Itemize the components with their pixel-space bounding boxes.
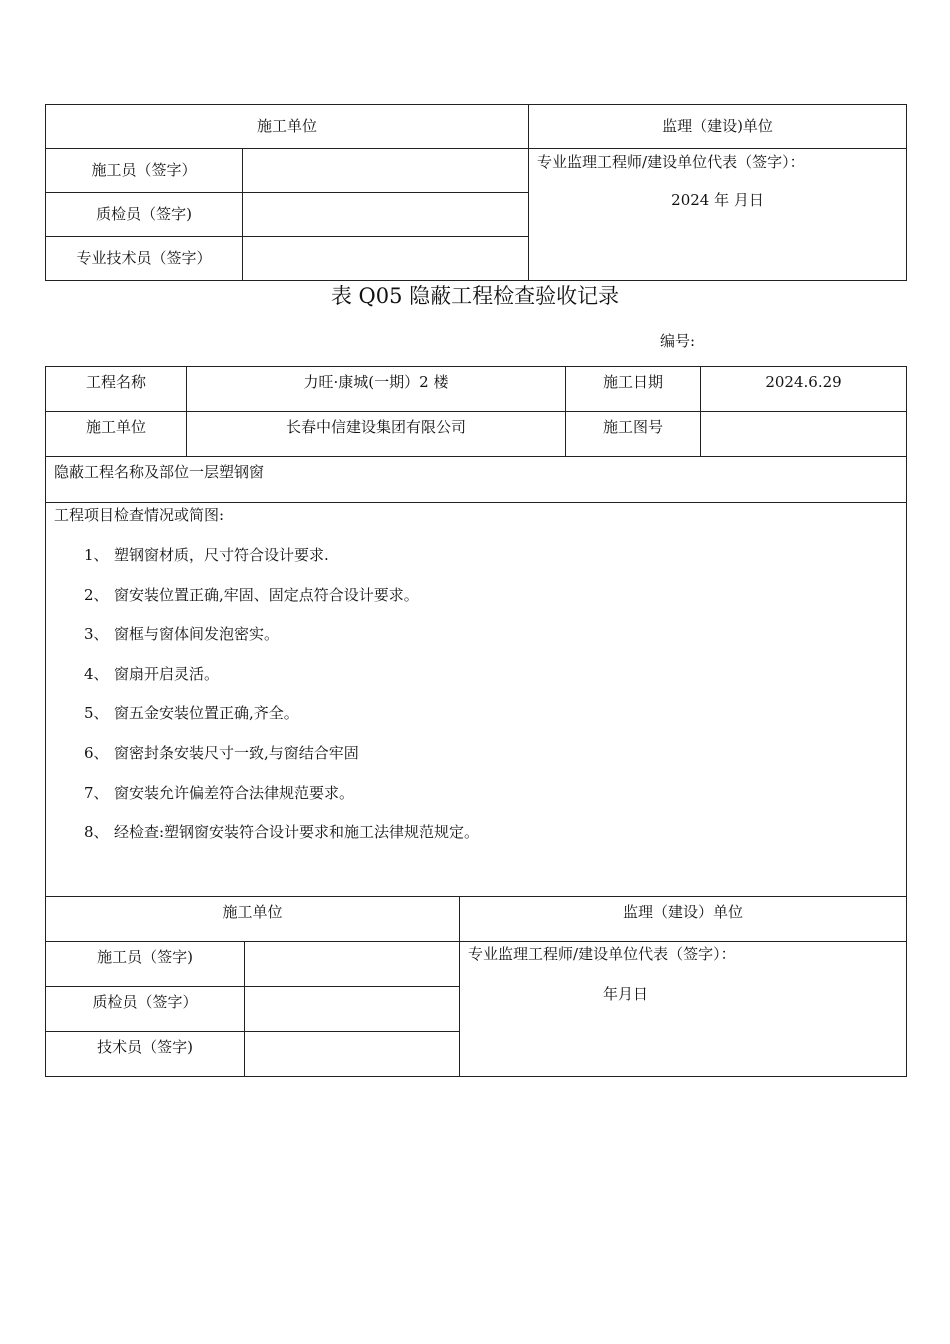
contractor-header: 施工单位 [46,897,460,942]
technician-sign-field[interactable] [243,237,529,281]
item-text: 窗框与窗体间发泡密实。 [114,625,280,644]
inspector-sign-field[interactable] [243,193,529,237]
item-number: 6、 [84,743,109,762]
list-item [84,823,906,863]
list-item [84,665,906,705]
supervisor-date: 2024 年 月日 [671,191,764,209]
supervisor-sign-label: 专业监理工程师/建设单位代表（签字）： [468,945,736,963]
item-text: 窗扇开启灵活。 [114,664,220,683]
contractor-header: 施工单位 [46,105,529,149]
constructor-sign-field[interactable] [245,942,460,987]
item-number: 3、 [84,625,109,644]
bottom-signature-table [45,896,907,1077]
item-text: 经检查:塑钢窗安装符合设计要求和施工法律规范规定。 [114,823,480,842]
item-number: 2、 [84,585,109,604]
list-item [84,586,906,626]
serial-number-label: 编号: [660,332,696,350]
list-item [84,625,906,665]
inspector-sign-label: 质检员（签字） [46,987,245,1032]
contractor-label: 施工单位 [46,412,187,457]
technician-sign-label: 技术员（签字) [46,1032,245,1077]
inspection-record-table [45,366,907,897]
constructor-sign-field[interactable] [243,149,529,193]
item-text: 窗五金安装位置正确,齐全。 [114,704,299,723]
inspector-sign-label: 质检员（签字) [46,193,243,237]
inspection-heading: 工程项目检查情况或简图: [54,506,225,524]
item-number: 5、 [84,704,109,723]
list-item [84,704,906,744]
construction-date-label: 施工日期 [566,367,701,412]
project-name-value[interactable]: 力旺·康城(一期）2 楼 [187,367,566,412]
supervisor-header: 监理（建设)单位 [529,105,907,149]
supervisor-sign-label: 专业监理工程师/建设单位代表（签字）： [537,153,805,171]
item-text: 塑钢窗材质，尺寸符合设计要求. [114,546,329,564]
inspection-details-cell[interactable] [46,503,907,897]
item-number: 7、 [84,783,109,802]
list-item [84,784,906,824]
contractor-value[interactable]: 长春中信建设集团有限公司 [187,412,566,457]
constructor-sign-label: 施工员（签字） [46,149,243,193]
top-signature-table [45,104,907,281]
item-number: 8、 [84,823,109,842]
concealed-work-name[interactable]: 隐蔽工程名称及部位一层塑钢窗 [46,457,907,503]
constructor-sign-label: 施工员（签字) [46,942,245,987]
drawing-number-label: 施工图号 [566,412,701,457]
item-number: 4、 [84,664,109,683]
form-title: 表 Q05 隐蔽工程检查验收记录 [330,284,620,308]
list-item [84,546,906,586]
list-item [84,744,906,784]
supervisor-sign-cell[interactable] [529,149,907,281]
supervisor-header: 监理（建设）单位 [460,897,907,942]
inspection-items-list [46,546,906,863]
construction-date-value[interactable]: 2024.6.29 [701,367,907,412]
technician-sign-field[interactable] [245,1032,460,1077]
item-text: 窗安装允许偏差符合法律规范要求。 [114,783,355,802]
drawing-number-value[interactable] [701,412,907,457]
project-name-label: 工程名称 [46,367,187,412]
supervisor-date: 年月日 [603,985,649,1003]
item-text: 窗密封条安装尺寸一致,与窗结合牢固 [114,743,359,762]
item-number: 1、 [84,546,109,564]
item-text: 窗安装位置正确,牢固、固定点符合设计要求。 [114,585,419,604]
inspector-sign-field[interactable] [245,987,460,1032]
supervisor-sign-cell[interactable] [460,942,907,1077]
technician-sign-label: 专业技术员（签字） [46,237,243,281]
